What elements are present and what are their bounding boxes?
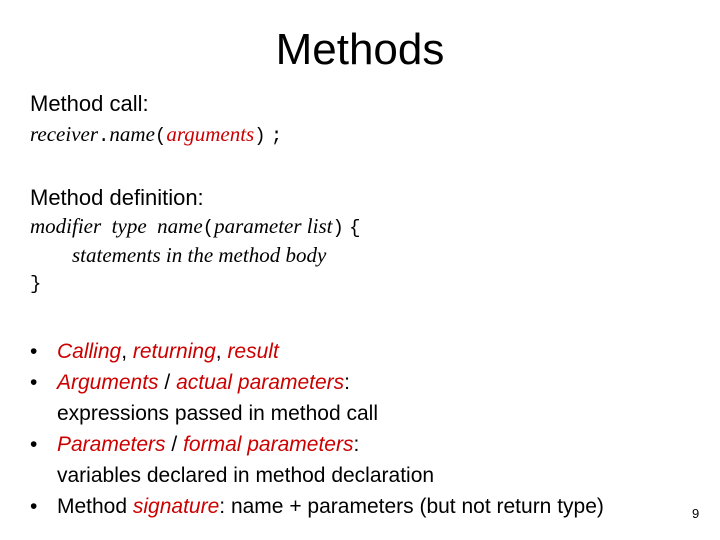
term-formal-parameters: formal parameters bbox=[183, 433, 354, 456]
method-call-syntax bbox=[30, 122, 282, 147]
bullet-list bbox=[30, 336, 604, 522]
separator: / bbox=[165, 433, 184, 456]
bullet-text: Method bbox=[57, 495, 133, 518]
term-calling: Calling bbox=[57, 340, 122, 363]
bullet-detail: variables declared in method declaration bbox=[57, 464, 435, 487]
term-signature: signature bbox=[132, 495, 220, 518]
bullet-text: : name + parameters (but not return type) bbox=[219, 495, 604, 518]
type-term: type bbox=[111, 214, 147, 238]
term-result: result bbox=[227, 340, 279, 363]
separator: : bbox=[353, 433, 360, 456]
parameter-list-term: parameter list bbox=[214, 214, 333, 238]
close-paren: ) bbox=[332, 217, 344, 239]
bullet-item bbox=[30, 429, 604, 491]
close-paren: ) bbox=[254, 125, 266, 147]
bullet-item bbox=[30, 336, 604, 367]
term-arguments: Arguments bbox=[57, 371, 159, 394]
term-parameters: Parameters bbox=[57, 433, 166, 456]
bullet-dot: • bbox=[30, 371, 38, 394]
separator: / bbox=[158, 371, 177, 394]
name-term: name bbox=[157, 214, 203, 238]
close-brace: } bbox=[30, 273, 42, 295]
page-number: 9 bbox=[692, 506, 700, 521]
method-definition-syntax bbox=[30, 214, 361, 239]
bullet-dot: • bbox=[30, 495, 38, 518]
bullet-dot: • bbox=[30, 433, 38, 456]
separator: , bbox=[215, 340, 228, 363]
bullet-item bbox=[30, 491, 604, 522]
arguments-term: arguments bbox=[166, 122, 255, 146]
modifier-term: modifier bbox=[30, 214, 102, 238]
term-actual-parameters: actual parameters bbox=[176, 371, 345, 394]
open-paren: ( bbox=[154, 125, 167, 147]
open-paren: ( bbox=[202, 217, 215, 239]
dot-symbol: . bbox=[98, 125, 110, 147]
separator: : bbox=[344, 371, 350, 394]
method-call-label: Method call: bbox=[30, 91, 149, 116]
semicolon-symbol: ; bbox=[270, 125, 283, 147]
term-returning: returning bbox=[132, 340, 216, 363]
bullet-item bbox=[30, 367, 604, 429]
slide-title: Methods bbox=[275, 25, 445, 74]
bullet-dot: • bbox=[30, 340, 38, 363]
receiver-term: receiver bbox=[30, 122, 99, 146]
separator: , bbox=[121, 340, 133, 363]
open-brace: { bbox=[349, 217, 361, 239]
name-term: name bbox=[109, 122, 155, 146]
method-definition-label: Method definition: bbox=[30, 185, 204, 210]
bullet-detail: expressions passed in method call bbox=[57, 402, 379, 425]
method-body-text: statements in the method body bbox=[72, 243, 327, 267]
